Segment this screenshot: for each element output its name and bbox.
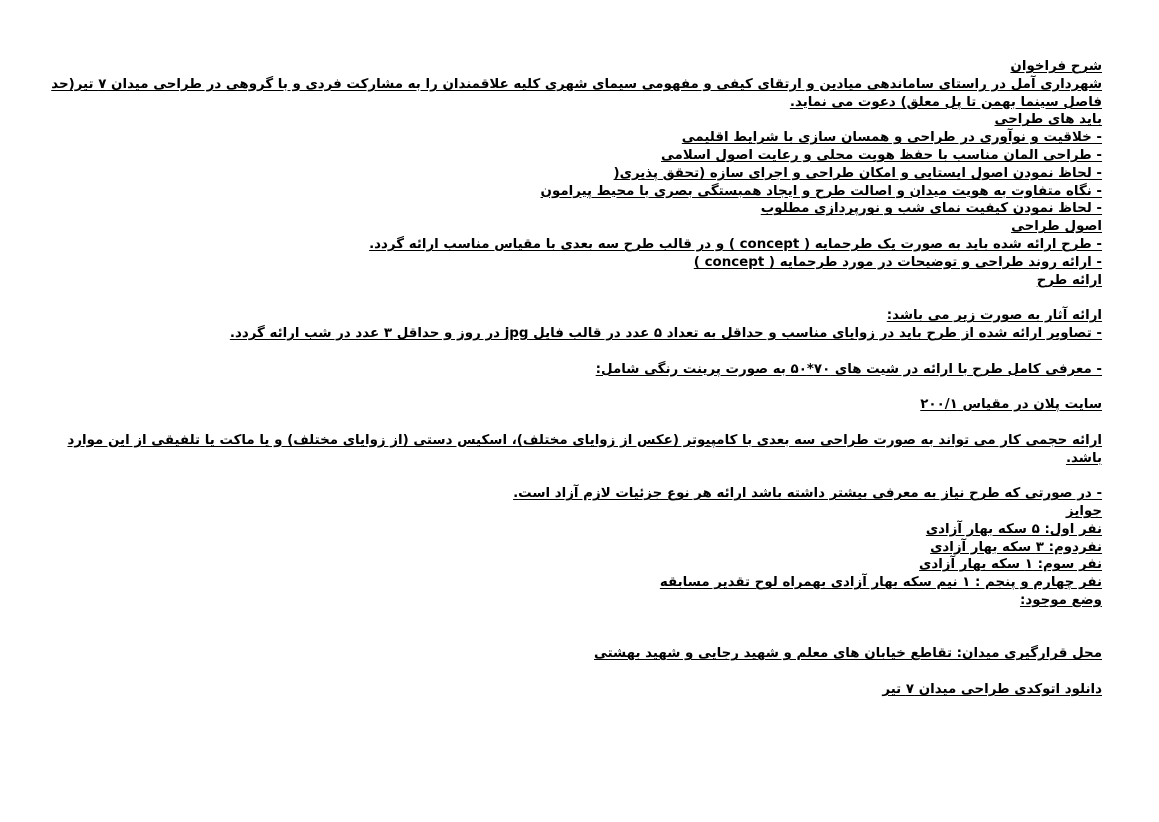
intro-paragraph: شهرداری آمل در راستای ساماندهی میادین و ارتقای کیفی و مفهومی سیمای شهری کلیه علاقمندان را به مشارکت فردی و با گروهی در طراحی میدان ۷ تیر(حد فاصل سینما بهمن تا پل معلق) دعوت می نماید. <box>51 76 1102 110</box>
images-rule: - تصاویر ارائه شده از طرح باید در زوایای مناسب و حداقل به تعداد ۵ عدد در قالب فایل jpg در روز و حداقل ۳ عدد در شب ارائه گردد. <box>229 325 1102 341</box>
document-body <box>28 58 1102 699</box>
prize-item: نفردوم: ۳ سکه بهار آزادی <box>930 539 1102 555</box>
spacer <box>28 414 1102 432</box>
must-item: - لحاظ نمودن کیفیت نمای شب و نورپردازی مطلوب <box>760 201 1102 217</box>
prize-item: نفر اول: ۵ سکه بهار آزادی <box>925 521 1102 537</box>
call-heading: شرح فراخوان <box>1010 59 1102 74</box>
spacer <box>28 467 1102 485</box>
prize-item: نفر سوم: ۱ سکه بهار آزادی <box>919 557 1102 573</box>
musts-heading: باید های طراحی <box>994 112 1102 128</box>
prize-item: نفر چهارم و پنجم : ۱ نیم سکه بهار آزادی بهمراه لوح تقدیر مسابقه <box>659 575 1102 591</box>
download-link[interactable]: دانلود اتوکدی طراحی میدان ۷ تیر <box>882 681 1102 697</box>
must-item: - لحاظ نمودن اصول ایستایی و امکان طراحی و اجرای سازه (تحقق پذیری( <box>613 165 1102 181</box>
details-rule: - در صورتی که طرح نیاز به معرفی بیشتر داشته باشد ارائه هر نوع جزئیات لازم آزاد است. <box>513 486 1102 502</box>
must-item: - خلاقیت و نوآوری در طراحی و همسان سازی با شرایط اقلیمی <box>681 130 1102 146</box>
presentation-intro: ارائه آثار به صورت زیر می باشد: <box>886 308 1102 324</box>
must-item: - طراحی المان مناسب با حفظ هویت محلی و رعایت اصول اسلامی <box>661 147 1102 163</box>
spacer <box>28 289 1102 307</box>
sheets-rule: - معرفی کامل طرح با ارائه در شیت های ۷۰*۵۰ به صورت پرینت رنگی شامل: <box>595 361 1102 377</box>
spacer <box>28 610 1102 646</box>
current-state: وضع موجود: <box>1019 592 1102 608</box>
location-line: محل قرارگیری میدان: تقاطع خیابان های معلم و شهید رجایی و شهید بهشتی <box>594 646 1102 662</box>
must-item: - نگاه متفاوت به هویت میدان و اصالت طرح و ایجاد همبستگی بصری با محیط پیرامون <box>540 183 1102 199</box>
spacer <box>28 663 1102 681</box>
principle-item: - طرح ارائه شده باید به صورت یک طرحمایه ( concept ) و در قالب طرح سه بعدی با مقیاس مناسب ارائه گردد. <box>369 236 1102 252</box>
principles-heading: اصول طراحی <box>1011 219 1102 235</box>
principle-item: - ارائه روند طراحی و توضیحات در مورد طرحمایه ( concept ) <box>693 254 1102 270</box>
spacer <box>28 378 1102 396</box>
spacer <box>28 343 1102 361</box>
site-plan: سایت پلان در مقیاس ۲۰۰/۱ <box>920 397 1102 413</box>
prizes-heading: جوایز <box>1066 503 1102 519</box>
volume-rule: ارائه حجمی کار می تواند به صورت طراحی سه بعدی با کامپیوتر (عکس از زوایای مختلف)، اسکیس دستی (از زوایای مختلف) و یا ماکت یا تلفیقی از این موارد باشد. <box>67 432 1102 466</box>
presentation-heading: ارائه طرح <box>1036 272 1102 288</box>
